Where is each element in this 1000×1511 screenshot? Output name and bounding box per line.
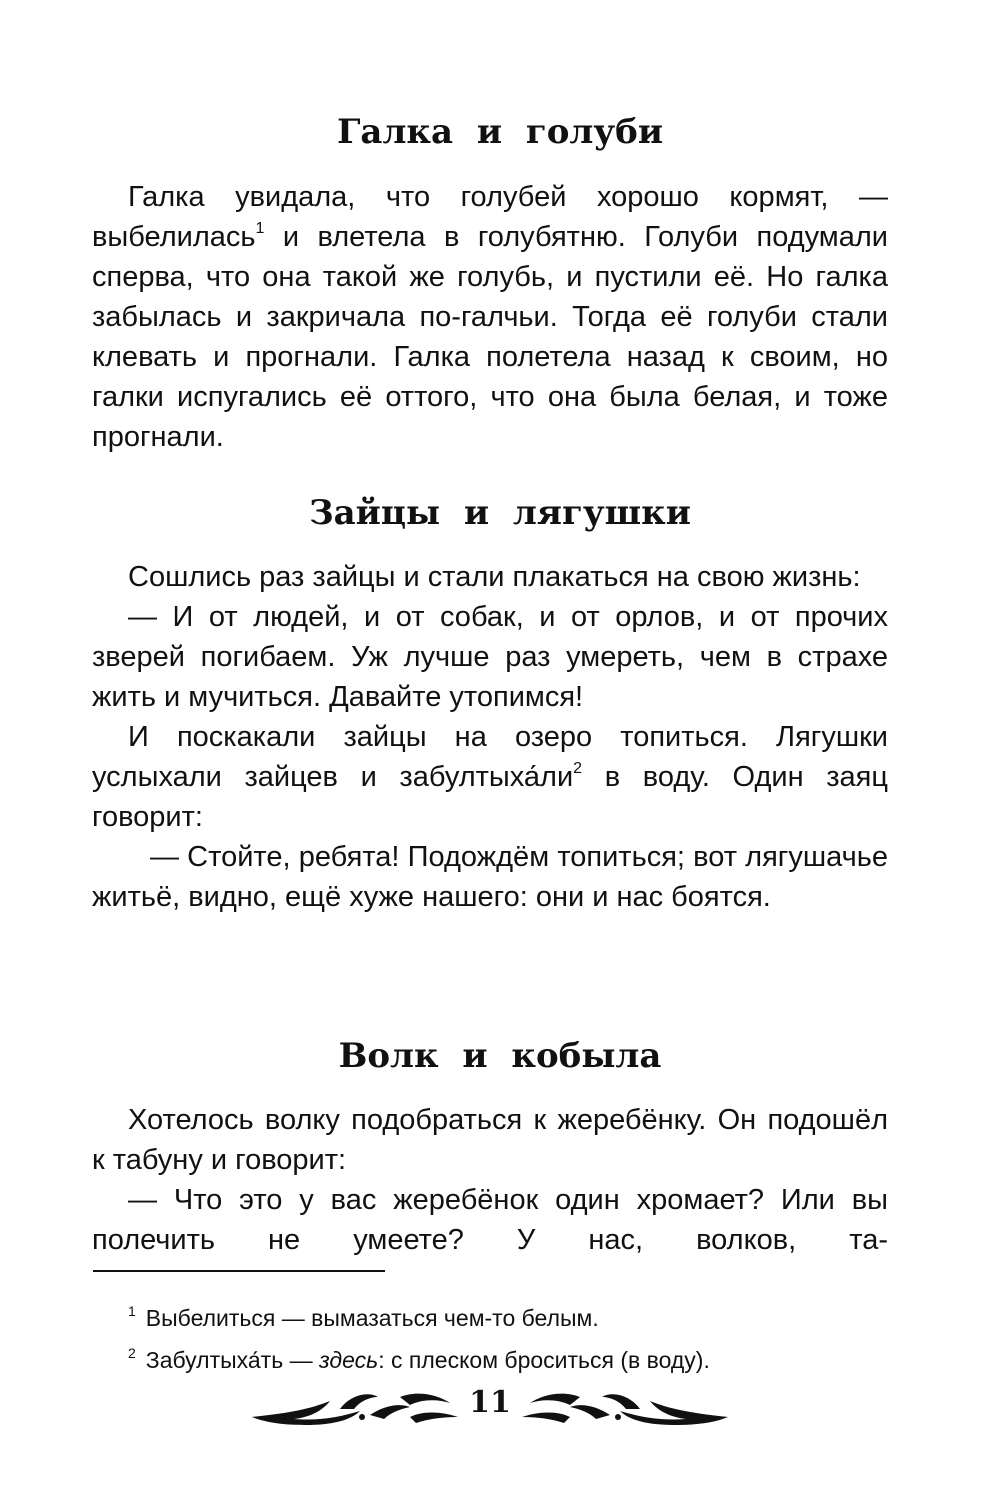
- page-footer: [0, 1383, 1000, 1433]
- footnote-2: $^2$ Забултыха́ть — здесь: с плеском броситься (в воду).: [128, 1345, 710, 1373]
- right-ornament-icon: [520, 1387, 730, 1431]
- left-ornament-icon: [250, 1387, 460, 1431]
- footnotes: [92, 1297, 888, 1381]
- story-text-volk: [92, 1100, 888, 1260]
- paragraph: — И от людей, и от собак, и от орлов, и от прочих зверей погибаем. Уж лучше раз умереть, чем в страхе жить и мучиться. Давайте утопимся!: [92, 601, 888, 713]
- paragraph: И поскакали зайцы на озеро топиться. Лягушки услыхали зайцев и $забултыха́ли^2$ в воду. Один заяц говорит:: [92, 721, 888, 833]
- story-text-galka: [92, 177, 888, 457]
- story-title-galka: Галка и голуби: [336, 112, 664, 152]
- paragraph: Сошлись раз зайцы и стали плакаться на свою жизнь:: [128, 561, 861, 593]
- footnote-1: $^1$ Выбелиться — вымазаться чем-то белым.: [128, 1303, 599, 1331]
- paragraph: Галка увидала, что голубей хорошо кормят, — выбелилась$^1$ и влетела в голубятню. Голуби подумали сперва, что она такой же голубь, и пустили её. Но галка забылась и закричала по-галчьи. Тогда её голуби стали клевать и прогнали. Галка полетела назад к своим, но галки испугались её оттого, что она была белая, и тоже прогнали.: [92, 181, 888, 453]
- footnote-ref: 1: [255, 220, 265, 237]
- page-number: 11: [469, 1385, 511, 1420]
- paragraph: — Что это у вас жеребёнок один хромает? Или вы полечить не умеете? У нас, волков, та-: [92, 1184, 888, 1256]
- footnote-ref: 2: [573, 760, 583, 777]
- paragraph: — Стойте, ребята! Подождём топиться; вот лягушачье житьё, видно, ещё хуже нашего: они и нас боятся.: [92, 841, 888, 913]
- footnote-divider: [93, 1270, 385, 1272]
- story-text-zaitsy: [92, 557, 888, 917]
- story-title-volk: Волк и кобыла: [338, 1036, 662, 1076]
- paragraph: Хотелось волку подобраться к жеребёнку. Он подошёл к табуну и говорит:: [92, 1104, 888, 1176]
- story-title-zaitsy: Зайцы и лягушки: [309, 493, 691, 533]
